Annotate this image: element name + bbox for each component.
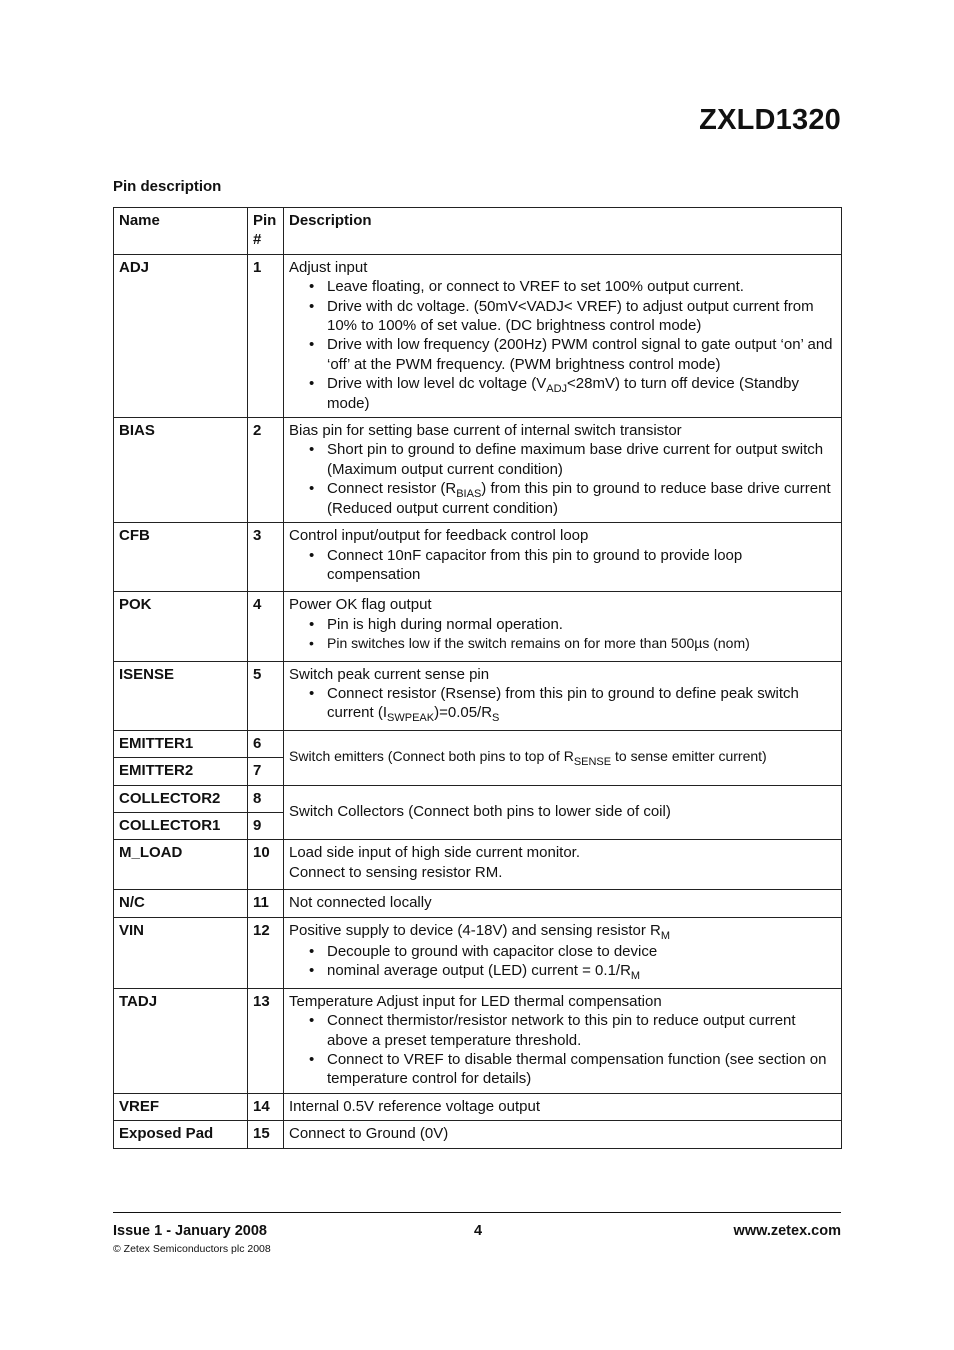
pin-number: 1 (248, 254, 284, 417)
pin-name: VIN (114, 917, 248, 988)
table-row (114, 523, 842, 592)
description-text: Load side input of high side current monitor. (289, 844, 581, 862)
bullet-item: • Connect thermistor/resistor network to this pin to reduce output current above a preset temperature threshold. (306, 1011, 836, 1050)
bullet-item (306, 961, 836, 983)
description-text: Power OK flag output (289, 596, 432, 614)
bullet-text: Connect resistor (Rsense) from this pin to ground to define peak switch current (I (327, 684, 799, 722)
document-title: ZXLD1320 (699, 104, 841, 136)
pin-number: 9 (248, 812, 284, 839)
description-text: Connect to sensing resistor RM. (289, 863, 503, 881)
bullet-item: • Connect 10nF capacitor from this pin to ground to provide loop compensation (306, 546, 836, 585)
pin-name: N/C (114, 890, 248, 917)
pin-header-line1: Pin (253, 212, 277, 229)
table-row (114, 917, 842, 988)
table-row (114, 730, 842, 757)
pin-description (284, 254, 842, 417)
bullet-item (306, 479, 836, 518)
subscript: BIAS (456, 488, 482, 501)
table-row (114, 661, 842, 730)
bullet-item: • Decouple to ground with capacitor close to device (306, 942, 836, 961)
description-text: Adjust input (289, 258, 368, 276)
pin-description (284, 661, 842, 730)
pin-number: 4 (248, 592, 284, 661)
pin-name: CFB (114, 523, 248, 592)
bullet-text: Drive with low level dc voltage (V (327, 375, 547, 393)
bullet-list (289, 546, 836, 585)
subscript: SWPEAK (387, 712, 435, 725)
pin-name: TADJ (114, 988, 248, 1093)
pin-description (284, 917, 842, 988)
pin-number: 7 (248, 758, 284, 785)
pin-description (284, 418, 842, 523)
table-row (114, 988, 842, 1093)
pin-number: 6 (248, 730, 284, 757)
subscript: ADJ (546, 383, 568, 396)
description-text: to sense emitter current) (611, 748, 767, 765)
table-row (114, 418, 842, 523)
pin-name: COLLECTOR1 (114, 812, 248, 839)
pin-description (284, 840, 842, 890)
bullet-list (289, 615, 836, 654)
pin-name: M_LOAD (114, 840, 248, 890)
bullet-text: Connect resistor (R (327, 480, 457, 498)
footer-page-number: 4 (473, 1223, 483, 1239)
description-text-part: Positive supply to device (4-18V) and sensing resistor R (289, 921, 661, 939)
pin-header-line2: # (253, 231, 262, 249)
description-text: Bias pin for setting base current of internal switch transistor (289, 422, 682, 440)
column-header-name: Name (114, 208, 248, 255)
table-row (114, 840, 842, 890)
bullet-item (306, 684, 836, 723)
pin-number: 10 (248, 840, 284, 890)
subscript: SENSE (573, 756, 612, 769)
pin-name: ISENSE (114, 661, 248, 730)
column-header-description: Description (284, 208, 842, 255)
footer-website: www.zetex.com (733, 1223, 841, 1239)
column-header-pin (248, 208, 284, 255)
bullet-list (289, 684, 836, 723)
pin-description (284, 730, 842, 785)
pin-number: 5 (248, 661, 284, 730)
pin-description (284, 988, 842, 1093)
pin-number: 15 (248, 1121, 284, 1148)
bullet-item: • Connect to VREF to disable thermal compensation function (see section on temperature control for details) (306, 1050, 836, 1089)
bullet-item: • Pin is high during normal operation. (306, 615, 836, 634)
table-row (114, 254, 842, 417)
bullet-item: • Drive with dc voltage. (50mV<VADJ< VREF) to adjust output current from 10% to 100% of set value. (DC brightness control mode) (306, 297, 836, 336)
bullet-text: )=0.05/R (434, 704, 493, 722)
bullet-list (289, 277, 836, 413)
bullet-text: ) from this pin to ground to reduce base drive current (Reduced output current condition) (327, 480, 831, 517)
description-text: Switch emitters (Connect both pins to top of R (289, 748, 574, 765)
bullet-list (289, 440, 836, 518)
pin-name: VREF (114, 1093, 248, 1120)
subscript: M (660, 929, 671, 942)
pin-name: BIAS (114, 418, 248, 523)
bullet-item (306, 374, 836, 413)
bullet-text: <28mV) to turn off device (Standby mode) (327, 375, 799, 412)
table-header-row (114, 208, 842, 255)
pin-name: POK (114, 592, 248, 661)
pin-number: 3 (248, 523, 284, 592)
subscript: S (492, 712, 500, 725)
description-text (289, 921, 836, 940)
pin-name: EMITTER1 (114, 730, 248, 757)
footer-divider (113, 1212, 841, 1213)
description-text: Switch peak current sense pin (289, 665, 490, 683)
pin-number: 11 (248, 890, 284, 917)
bullet-item: • Pin switches low if the switch remains on for more than 500µs (nom) (306, 634, 836, 653)
pin-name: Exposed Pad (114, 1121, 248, 1148)
pin-name: ADJ (114, 254, 248, 417)
pin-description (284, 592, 842, 661)
pin-description: Connect to Ground (0V) (284, 1121, 842, 1148)
table-row (114, 785, 842, 812)
description-text: Control input/output for feedback control loop (289, 527, 589, 545)
bullet-list (289, 1011, 836, 1089)
bullet-item: • Leave floating, or connect to VREF to set 100% output current. (306, 277, 836, 296)
pin-number: 2 (248, 418, 284, 523)
pin-description (284, 523, 842, 592)
subscript: M (630, 970, 641, 983)
pin-number: 8 (248, 785, 284, 812)
table-row (114, 1121, 842, 1148)
pin-description: Not connected locally (284, 890, 842, 917)
pin-description: Internal 0.5V reference voltage output (284, 1093, 842, 1120)
pin-number: 14 (248, 1093, 284, 1120)
pin-description: Switch Collectors (Connect both pins to lower side of coil) (284, 785, 842, 840)
bullet-text: nominal average output (LED) current = 0.1/R (327, 962, 631, 980)
table-row (114, 592, 842, 661)
bullet-item: • Drive with low frequency (200Hz) PWM control signal to gate output ‘on’ and ‘off’ at the PWM frequency. (PWM brightness control mode) (306, 335, 836, 374)
bullet-item: • Short pin to ground to define maximum base drive current for output switch (Maximum output current condition) (306, 440, 836, 479)
description-text: Temperature Adjust input for LED thermal compensation (289, 992, 662, 1010)
footer-issue: Issue 1 - January 2008 (113, 1223, 267, 1239)
footer-copyright: © Zetex Semiconductors plc 2008 (113, 1243, 271, 1255)
pin-number: 13 (248, 988, 284, 1093)
section-title: Pin description (113, 178, 222, 195)
table-row (114, 890, 842, 917)
table-row (114, 1093, 842, 1120)
pin-name: EMITTER2 (114, 758, 248, 785)
pin-description-table (113, 207, 842, 1149)
bullet-list (289, 942, 836, 981)
pin-name: COLLECTOR2 (114, 785, 248, 812)
pin-number: 12 (248, 917, 284, 988)
